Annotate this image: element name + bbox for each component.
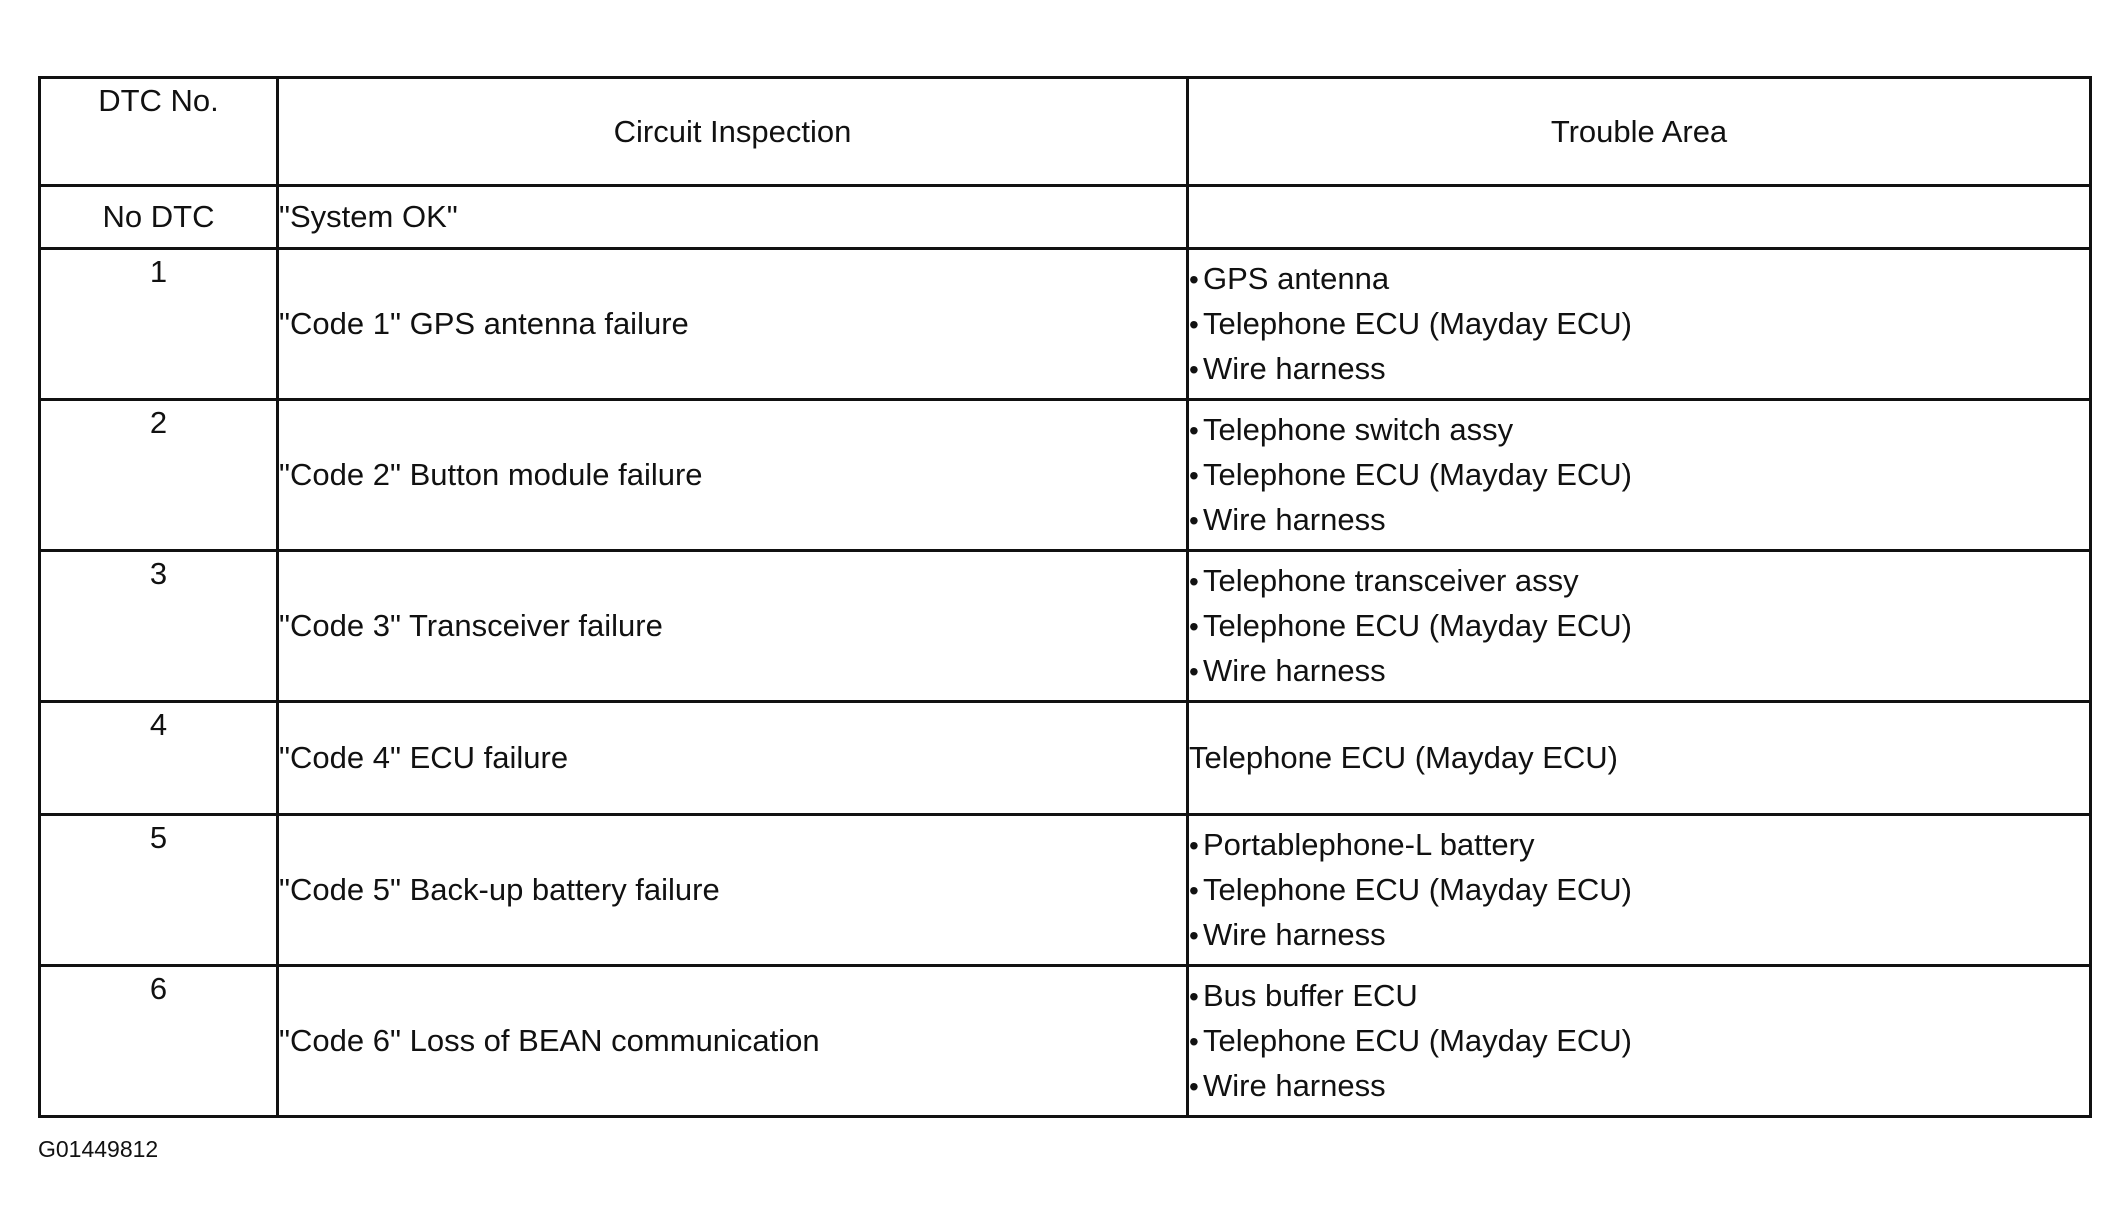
- trouble-cell: [1188, 966, 2091, 1117]
- bullet-icon: •: [1189, 565, 1199, 597]
- table-row: [40, 249, 2091, 400]
- bullet-icon: •: [1189, 353, 1199, 385]
- table-row: [40, 551, 2091, 702]
- trouble-cell: Telephone ECU (Mayday ECU): [1188, 702, 2091, 815]
- trouble-item-label: Telephone switch assy: [1203, 411, 1514, 447]
- trouble-item-label: Portablephone-L battery: [1203, 826, 1535, 862]
- dtc-cell: No DTC: [40, 186, 278, 249]
- trouble-list: [1189, 257, 2089, 392]
- table-header-row: [40, 78, 2091, 186]
- circuit-cell: "Code 2" Button module failure: [278, 400, 1188, 551]
- circuit-cell: "Code 4" ECU failure: [278, 702, 1188, 815]
- trouble-item-label: Wire harness: [1203, 501, 1386, 537]
- trouble-item: [1189, 408, 2089, 453]
- trouble-item: [1189, 604, 2089, 649]
- circuit-cell: "Code 5" Back-up battery failure: [278, 815, 1188, 966]
- header-trouble-area: Trouble Area: [1188, 78, 2091, 186]
- table-row: [40, 966, 2091, 1117]
- bullet-icon: •: [1189, 414, 1199, 446]
- circuit-cell: "Code 6" Loss of BEAN communication: [278, 966, 1188, 1117]
- trouble-item: [1189, 868, 2089, 913]
- trouble-item: [1189, 559, 2089, 604]
- trouble-cell: [1188, 249, 2091, 400]
- dtc-cell: 3: [40, 551, 278, 702]
- trouble-list: [1189, 823, 2089, 958]
- bullet-icon: •: [1189, 980, 1199, 1012]
- trouble-cell: [1188, 815, 2091, 966]
- trouble-item: [1189, 913, 2089, 958]
- trouble-item: [1189, 1019, 2089, 1064]
- bullet-icon: •: [1189, 610, 1199, 642]
- trouble-item-label: Telephone ECU (Mayday ECU): [1203, 456, 1633, 492]
- trouble-item: [1189, 974, 2089, 1019]
- bullet-icon: •: [1189, 655, 1199, 687]
- trouble-item: [1189, 1064, 2089, 1109]
- table-row: [40, 702, 2091, 815]
- dtc-cell: 1: [40, 249, 278, 400]
- header-dtc-no: DTC No.: [40, 78, 278, 186]
- header-circuit-inspection: Circuit Inspection: [278, 78, 1188, 186]
- trouble-item: [1189, 302, 2089, 347]
- circuit-cell: "System OK": [278, 186, 1188, 249]
- trouble-item-label: Telephone ECU (Mayday ECU): [1203, 871, 1633, 907]
- dtc-table: [38, 76, 2092, 1118]
- trouble-item: [1189, 347, 2089, 392]
- trouble-cell: [1188, 186, 2091, 249]
- trouble-item: [1189, 257, 2089, 302]
- trouble-item-label: Telephone ECU (Mayday ECU): [1203, 1022, 1633, 1058]
- trouble-item: [1189, 649, 2089, 694]
- bullet-icon: •: [1189, 874, 1199, 906]
- trouble-item: [1189, 498, 2089, 543]
- trouble-item-label: Telephone ECU (Mayday ECU): [1203, 305, 1633, 341]
- trouble-item-label: Wire harness: [1203, 652, 1386, 688]
- trouble-item-label: GPS antenna: [1203, 260, 1390, 296]
- trouble-cell: [1188, 400, 2091, 551]
- bullet-icon: •: [1189, 919, 1199, 951]
- bullet-icon: •: [1189, 459, 1199, 491]
- trouble-list: [1189, 974, 2089, 1109]
- dtc-cell: 5: [40, 815, 278, 966]
- bullet-icon: •: [1189, 263, 1199, 295]
- trouble-item: [1189, 823, 2089, 868]
- trouble-item-label: Bus buffer ECU: [1203, 977, 1418, 1013]
- trouble-item-label: Wire harness: [1203, 916, 1386, 952]
- table-row: [40, 815, 2091, 966]
- trouble-list: [1189, 408, 2089, 543]
- bullet-icon: •: [1189, 1070, 1199, 1102]
- trouble-item-label: Telephone ECU (Mayday ECU): [1203, 607, 1633, 643]
- trouble-cell: [1188, 551, 2091, 702]
- table-row: [40, 400, 2091, 551]
- dtc-cell: 2: [40, 400, 278, 551]
- dtc-cell: 4: [40, 702, 278, 815]
- trouble-item: [1189, 453, 2089, 498]
- bullet-icon: •: [1189, 829, 1199, 861]
- trouble-item-label: Wire harness: [1203, 350, 1386, 386]
- trouble-item-label: Telephone transceiver assy: [1203, 562, 1579, 598]
- trouble-item-label: Wire harness: [1203, 1067, 1386, 1103]
- circuit-cell: "Code 3" Transceiver failure: [278, 551, 1188, 702]
- figure-id: G01449812: [38, 1136, 159, 1162]
- trouble-list: [1189, 559, 2089, 694]
- dtc-cell: 6: [40, 966, 278, 1117]
- table-row: [40, 186, 2091, 249]
- circuit-cell: "Code 1" GPS antenna failure: [278, 249, 1188, 400]
- bullet-icon: •: [1189, 308, 1199, 340]
- bullet-icon: •: [1189, 1025, 1199, 1057]
- bullet-icon: •: [1189, 504, 1199, 536]
